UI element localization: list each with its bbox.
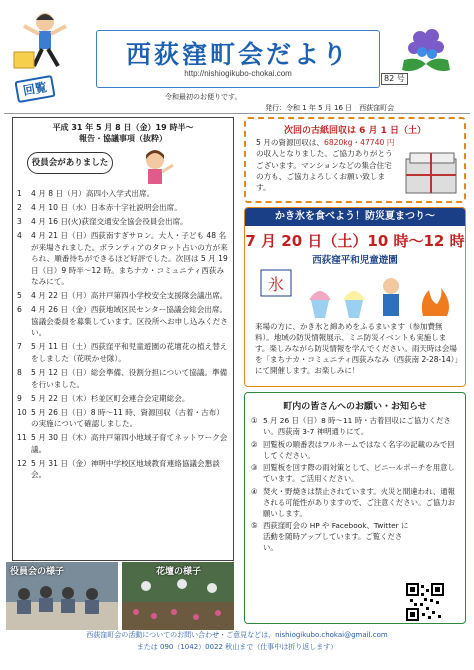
website-url[interactable]: http://nishiogikubo-chokai.com <box>184 69 292 78</box>
list-item: 6 4 月 26 日（金）西荻地域区民センター協議会総会出席。協議会委員を募集しています。区役所へお申し込みください。 <box>17 305 228 338</box>
publish-line: 発行：令和 1 年 5 月 16 日 西荻窪町会 <box>265 104 395 112</box>
newsletter-title: 西荻窪町会だより <box>125 40 350 69</box>
flowerbed-photo <box>122 562 234 630</box>
divider <box>4 113 470 114</box>
list-item: ① 5 月 26 日（日）8 時～11 時・古着回収にご協力ください。西荻南 3-7 神明通りにて。 <box>251 416 451 436</box>
newspaper-bundle-illustration <box>402 145 460 199</box>
meeting-items-list <box>17 188 229 483</box>
list-item: 5 4 月 22 日（月）高井戸第四小学校安全支援隊会議出席。 <box>17 291 228 301</box>
list-item: 2 4 月 10 日（水）日本赤十字社説明会出席。 <box>17 202 182 212</box>
list-item: ② 回覧板の順番表はフルネームではなく名字の記載のみで回してください。 <box>251 439 455 460</box>
footer-contact: 西荻窪町会の活動についてのお問い合わせ・ご意見などは、nishiogikubo.chokai@gmail.com <box>86 631 388 639</box>
festival-box <box>244 207 466 387</box>
list-item: 1 4 月 8 日（月）高四小入学式出席。 <box>17 189 155 198</box>
notice-heading: 町内の皆さんへのお願い・お知らせ <box>283 402 427 412</box>
list-item: 8 5 月 12 日（日）総会準備、役割分担について協議。準備を行いました。 <box>17 368 228 389</box>
issue-number: 82 号 <box>381 73 408 85</box>
shaved-ice-illustration <box>251 266 461 320</box>
list-item: 12 5 月 31 日（金）神明中学校区地域教育連絡協議会懇談会。 <box>17 458 220 480</box>
list-item: 9 5 月 22 日（木）杉並区町会連合会定期総会。 <box>17 393 190 403</box>
paper-collection-box <box>244 117 466 203</box>
meeting-report-box <box>12 117 234 561</box>
meeting-bubble: 役員会がありました <box>27 152 113 174</box>
festival-place: 西荻窪平和児童遊園 <box>312 255 398 266</box>
meeting-heading <box>13 122 233 144</box>
masthead <box>96 30 380 88</box>
collection-amount: 6820kg・47740 円 <box>324 138 395 147</box>
festival-date: 7 月 20 日（土）10 時～12 時 <box>245 232 465 250</box>
photo-label: 花壇の様子 <box>156 567 202 577</box>
subtitle: 令和最初のお便りです。 <box>165 93 242 101</box>
photo-label: 役員会の様子 <box>10 567 65 577</box>
footer-phone: または 090（1042）0022 秋山まで（仕事中は折り返します） <box>136 643 338 651</box>
stamp-kairan: 回覧 <box>14 75 55 103</box>
meeting-subheading: 報告・協議事項（抜粋） <box>79 134 167 143</box>
list-item: ⑤ 西荻窪町会の HP や Facebook、Twitter に活動を随時アップしています。ご覧ください。 <box>251 521 409 552</box>
notice-list <box>251 415 459 555</box>
list-item: 10 5 月 26 日（日）8 時～11 時、資源回収（古着・古布）の実施について確認しました。 <box>17 407 224 429</box>
festival-heading: かき氷を食べよう！防災夏まつり～ <box>245 208 465 226</box>
svg-text:氷: 氷 <box>267 275 285 294</box>
paper-collection-heading: 次回の古紙回収は 6 月 1 日（土） <box>283 126 427 136</box>
list-item: 7 5 月 11 日（土）西荻窪平和児童遊園の花壇花の植え替えをしました（花咲かせ隊）。 <box>17 342 228 364</box>
list-item: ③ 回覧板を回す際の雨対策として、ビニールポーチを用意しています。ご活用ください。 <box>251 463 455 483</box>
girl-pointing-illustration <box>137 147 177 187</box>
paper-collection-body: 5 月の資源回収は、6820kg・47740 円の収入となりました。ご協力ありがとうございます。マンションなどの集合住宅の方も、ご協力よろしくお願い致します。 <box>256 138 395 193</box>
meeting-date: 平成 31 年 5 月 8 日（金）19 時半～ <box>52 123 194 132</box>
festival-body: 来場の方に、かき氷と綿あめをふるまいます（参加費無料）。地域の防災情報展示、ミニ防災イベントも実施します。楽しみながら防災情報を学んでください。雨天時は会場を「まちナカ・コミュニティ西荻みなみ（西荻南 2-28-14）」にて開催します。お楽しみに！ <box>255 322 459 376</box>
meeting-photo <box>6 562 118 630</box>
list-item: 11 5 月 30 日（木）高井戸第四小地域子育てネットワーク会議。 <box>17 433 228 454</box>
list-item: 3 4 月 16 日(火)荻窪交通安全協会役員会出席。 <box>17 216 188 226</box>
list-item: 4 4 月 21 日（日）西荻南すぎサロン。大人・子ども 48 名が来場されました。ボランティアのタロット占いの方が来られ、順番待ちができるほど好評でした。次回は 5 月 19 日（日）9 時半～12 時。まちナカ・コミュニティ西荻みなみにて。 <box>17 230 228 287</box>
list-item: ④ 焚火・野焼きは禁止されています。火災と間違われ、通報される可能性がありますので、ご注意ください。ご協力お願いします。 <box>251 486 456 518</box>
runner-kids-illustration <box>10 8 80 78</box>
qr-code-icon[interactable] <box>406 583 444 621</box>
